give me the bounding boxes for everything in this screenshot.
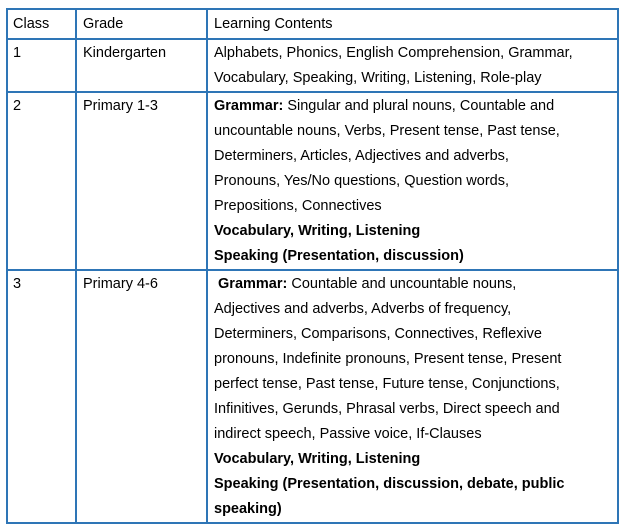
content-line: Alphabets, Phonics, English Comprehension, Grammar, xyxy=(214,45,573,61)
learning-contents-cell xyxy=(207,92,618,270)
header-learning-contents: Learning Contents xyxy=(207,9,618,39)
speaking-line: Speaking (Presentation, discussion) xyxy=(214,248,464,264)
content-line: Determiners, Articles, Adjectives and adverbs, xyxy=(214,148,509,164)
grammar-text: Countable and uncountable nouns, xyxy=(287,276,517,292)
grammar-text: Singular and plural nouns, Countable and xyxy=(283,98,555,114)
grammar-label: Grammar: xyxy=(218,276,288,292)
content-line: Prepositions, Connectives xyxy=(214,198,382,214)
class-cell: 2 xyxy=(7,92,76,270)
table-header-row xyxy=(7,9,618,39)
speaking-line: speaking) xyxy=(214,501,282,517)
grammar-label: Grammar: xyxy=(214,98,284,114)
speaking-line: Speaking (Presentation, discussion, debate, public xyxy=(214,476,565,492)
content-line: pronouns, Indefinite pronouns, Present tense, Present xyxy=(214,351,562,367)
content-line: Vocabulary, Speaking, Writing, Listening, Role-play xyxy=(214,70,542,86)
grade-cell: Primary 4-6 xyxy=(76,270,207,523)
content-line: indirect speech, Passive voice, If-Clauses xyxy=(214,426,482,442)
content-line: Pronouns, Yes/No questions, Question words, xyxy=(214,173,510,189)
table-row xyxy=(7,270,618,523)
content-line: perfect tense, Past tense, Future tense, Conjunctions, xyxy=(214,376,560,392)
table-row xyxy=(7,92,618,270)
class-cell: 3 xyxy=(7,270,76,523)
skills-line: Vocabulary, Writing, Listening xyxy=(214,451,421,467)
learning-contents-cell xyxy=(207,270,618,523)
content-line: Infinitives, Gerunds, Phrasal verbs, Direct speech and xyxy=(214,401,560,417)
table-row xyxy=(7,39,618,92)
content-line: Determiners, Comparisons, Connectives, Reflexive xyxy=(214,326,542,342)
skills-line: Vocabulary, Writing, Listening xyxy=(214,223,421,239)
class-cell: 1 xyxy=(7,39,76,92)
content-line xyxy=(214,94,613,119)
content-line: Adjectives and adverbs, Adverbs of frequency, xyxy=(214,301,512,317)
content-line xyxy=(214,272,613,297)
header-class: Class xyxy=(7,9,76,39)
grade-cell: Primary 1-3 xyxy=(76,92,207,270)
grade-cell: Kindergarten xyxy=(76,39,207,92)
header-grade: Grade xyxy=(76,9,207,39)
curriculum-table xyxy=(6,8,619,524)
content-line: uncountable nouns, Verbs, Present tense, Past tense, xyxy=(214,123,560,139)
learning-contents-cell xyxy=(207,39,618,92)
